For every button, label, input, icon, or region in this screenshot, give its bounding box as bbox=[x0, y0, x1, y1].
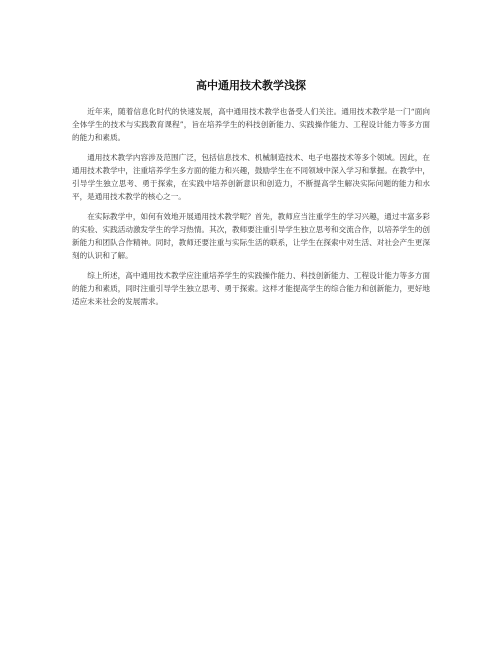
paragraph-content-scope: 通用技术教学内容涉及范围广泛，包括信息技术、机械制造技术、电子电器技术等多个领域。因此，在通用技术教学中，注重培养学生多方面的能力和兴趣，鼓励学生在不同领域中深入学习和掌握。在教学中，引导学生独立思考、勇于探索，在实践中培养创新意识和创造力，不断提高学生解决实际问题的能力和水平，是通用技术教学的核心之一。 bbox=[72, 152, 430, 202]
document-body bbox=[72, 105, 430, 314]
paragraph-intro: 近年来，随着信息化时代的快速发展，高中通用技术教学也备受人们关注。通用技术教学是一门“面向全体学生的技术与实践教育课程”，旨在培养学生的科技创新能力、实践操作能力、工程设计能力等多方面的能力和素质。 bbox=[72, 107, 430, 143]
document-title: 高中通用技术教学浅探 bbox=[196, 79, 306, 92]
paragraph-teaching-methods: 在实际教学中，如何有效地开展通用技术教学呢？首先，教师应当注重学生的学习兴趣，通过丰富多彩的实验、实践活动激发学生的学习热情。其次，教师要注重引导学生独立思考和交流合作，以培养学生的创新能力和团队合作精神。同时，教师还要注重与实际生活的联系，让学生在探索中对生活、对社会产生更深刻的认识和了解。 bbox=[72, 211, 430, 260]
paragraph-conclusion: 综上所述，高中通用技术教学应注重培养学生的实践操作能力、科技创新能力、工程设计能力等多方面的能力和素质，同时注重引导学生独立思考、勇于探索。这样才能提高学生的综合能力和创新能力，更好地适应未来社会的发展需求。 bbox=[72, 270, 430, 306]
